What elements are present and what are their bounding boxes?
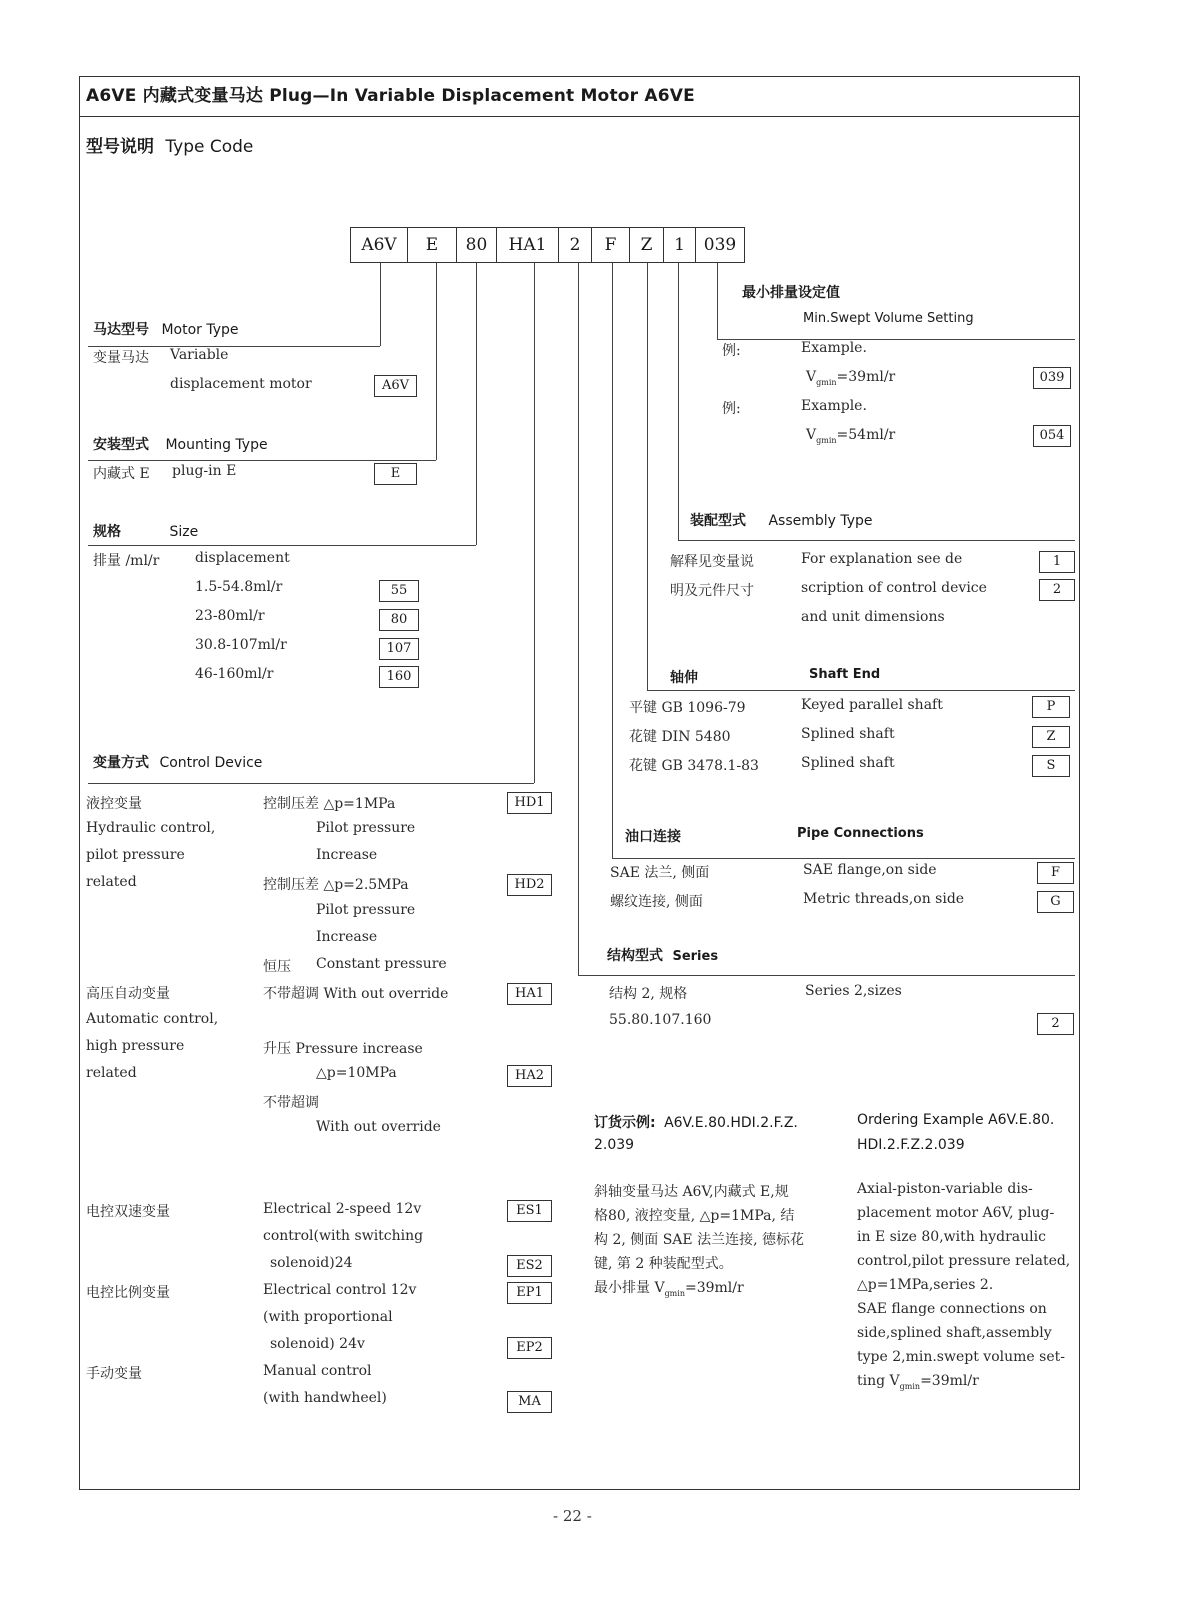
order-en-p7: side,splined shaft,assembly xyxy=(857,1325,1052,1341)
series-row2: 55.80.107.160 xyxy=(609,1012,712,1028)
assembly-en: Assembly Type xyxy=(768,513,873,529)
code-box-80: 80 xyxy=(379,609,419,631)
ha2-line-d: With out override xyxy=(316,1119,441,1135)
code-box-ma: MA xyxy=(507,1391,552,1413)
code-box-107: 107 xyxy=(379,638,419,660)
es-line-a: Electrical 2-speed 12v xyxy=(263,1201,422,1217)
pipe-line xyxy=(612,858,1075,859)
mounting-en: Mounting Type xyxy=(165,437,268,453)
size-range: 23-80ml/r xyxy=(195,608,265,624)
v-value-2: =54ml/r xyxy=(836,427,896,443)
min-swept-value-1 xyxy=(806,369,895,387)
motor-type-row-cn: 变量马达 xyxy=(93,350,149,366)
code-cell-min-swept: 039 xyxy=(695,227,745,263)
order-en-p1: Axial-piston-variable dis- xyxy=(857,1181,1033,1197)
header-divider xyxy=(79,116,1080,117)
shaft-row-cn: 平键 GB 1096-79 xyxy=(629,700,746,716)
code-cell-mounting: E xyxy=(407,227,457,263)
ha2-line-b: △p=10MPa xyxy=(316,1065,397,1081)
pipe-row-en: SAE flange,on side xyxy=(803,862,937,878)
type-code-en: Type Code xyxy=(165,137,254,157)
order-en-p5: △p=1MPa,series 2. xyxy=(857,1277,994,1293)
code-box-2: 2 xyxy=(1039,579,1075,601)
hd1-line-a: 控制压差 △p=1MPa xyxy=(263,796,396,812)
v-value-1: =39ml/r xyxy=(836,369,896,385)
shaft-row-cn: 花键 DIN 5480 xyxy=(629,729,731,745)
constant-en: Constant pressure xyxy=(316,956,447,972)
code-box-054: 054 xyxy=(1033,425,1071,447)
leader-pipe xyxy=(612,263,613,858)
order-en-p2: placement motor A6V, plug- xyxy=(857,1205,1055,1221)
order-en-p9-tail: =39ml/r xyxy=(920,1373,979,1389)
assembly-l1-en: For explanation see de xyxy=(801,551,963,567)
order-cn-p2: 格80, 液控变量, △p=1MPa, 结 xyxy=(594,1208,795,1224)
code-box-ep2: EP2 xyxy=(507,1337,552,1359)
order-cn-p3: 构 2, 侧面 SAE 法兰连接, 德标花 xyxy=(594,1232,804,1248)
motor-type-heading xyxy=(93,319,239,339)
order-en-title-l1: Ordering Example A6V.E.80. xyxy=(857,1112,1055,1128)
size-heading xyxy=(93,521,198,541)
order-en-p9 xyxy=(857,1373,979,1391)
code-cell-size: 80 xyxy=(456,227,497,263)
series-row-en: Series 2,sizes xyxy=(805,983,902,999)
code-box-z: Z xyxy=(1032,726,1070,748)
order-cn-title-l2: 2.039 xyxy=(594,1137,635,1153)
shaft-row-en: Keyed parallel shaft xyxy=(801,697,943,713)
code-box-ha1: HA1 xyxy=(507,983,552,1005)
motor-type-row-en2: displacement motor xyxy=(170,376,312,392)
order-cn-p1: 斜轴变量马达 A6V,内藏式 E,规 xyxy=(594,1184,789,1200)
hydraulic-l1: 液控变量 xyxy=(86,796,142,812)
leader-mounting xyxy=(436,263,437,460)
page-number: - 22 - xyxy=(553,1507,592,1525)
assembly-heading xyxy=(690,510,873,530)
type-code-cn: 型号说明 xyxy=(86,137,154,157)
page-title: A6VE 内藏式变量马达 Plug—In Variable Displacement Motor A6VE xyxy=(86,86,695,106)
v-symbol: V xyxy=(806,369,817,385)
assembly-l2-cn: 明及元件尺寸 xyxy=(670,583,754,599)
min-swept-ex-cn-1: 例: xyxy=(722,343,741,359)
assembly-l1-cn: 解释见变量说 xyxy=(670,554,754,570)
code-cell-shaft: Z xyxy=(629,227,664,263)
control-line xyxy=(88,783,534,784)
hd2-line-c: Increase xyxy=(316,929,378,945)
ma-line-b: (with handwheel) xyxy=(263,1390,387,1406)
size-en: Size xyxy=(169,524,199,540)
v-subscript: gmin xyxy=(816,435,837,445)
code-box-es1: ES1 xyxy=(507,1200,552,1222)
v-symbol: V xyxy=(806,427,817,443)
size-range: 30.8-107ml/r xyxy=(195,637,287,653)
mounting-heading xyxy=(93,434,268,454)
size-range: 46-160ml/r xyxy=(195,666,274,682)
pipe-row-en: Metric threads,on side xyxy=(803,891,965,907)
code-box-series-2: 2 xyxy=(1037,1013,1074,1035)
hydraulic-l2: Hydraulic control, xyxy=(86,820,216,836)
order-en-p8: type 2,min.swept volume set- xyxy=(857,1349,1065,1365)
mounting-cn: 安装型式 xyxy=(93,437,149,453)
size-line xyxy=(88,545,476,546)
control-cn: 变量方式 xyxy=(93,755,149,771)
size-row-en: displacement xyxy=(195,550,290,566)
code-box-a6v: A6V xyxy=(374,375,417,397)
ha2-line-c: 不带超调 xyxy=(263,1095,319,1111)
code-box-hd2: HD2 xyxy=(507,874,552,896)
motor-type-cn: 马达型号 xyxy=(93,322,149,338)
control-en: Control Device xyxy=(159,755,263,771)
code-box-hd1: HD1 xyxy=(507,792,552,814)
assembly-l3-en: and unit dimensions xyxy=(801,609,945,625)
v-subscript: gmin xyxy=(664,1288,685,1298)
min-swept-ex-en-2: Example. xyxy=(801,398,867,414)
assembly-l2-en: scription of control device xyxy=(801,580,987,596)
es-line-b: control(with switching xyxy=(263,1228,424,1244)
code-box-160: 160 xyxy=(379,666,419,688)
es-cn: 电控双速变量 xyxy=(86,1204,170,1220)
code-box-039: 039 xyxy=(1033,367,1071,389)
automatic-l4: related xyxy=(86,1065,137,1081)
leader-size xyxy=(476,263,477,545)
size-row-cn: 排量 /ml/r xyxy=(93,553,160,569)
motor-type-row-en1: Variable xyxy=(170,347,229,363)
code-box-1: 1 xyxy=(1039,551,1075,573)
order-cn-title-cn: 订货示例: xyxy=(594,1115,656,1131)
control-heading xyxy=(93,752,262,772)
order-cn-p5 xyxy=(594,1277,744,1298)
ep-line-b: (with proportional xyxy=(263,1309,393,1325)
constant-cn: 恒压 xyxy=(263,959,291,975)
motor-type-en: Motor Type xyxy=(161,322,239,338)
mounting-row-cn: 内藏式 E xyxy=(93,466,150,482)
shaft-row-en: Splined shaft xyxy=(801,755,895,771)
code-cell-motor: A6V xyxy=(350,227,408,263)
order-en-title-l2: HDI.2.F.Z.2.039 xyxy=(857,1137,965,1153)
automatic-l1: 高压自动变量 xyxy=(86,986,170,1002)
hd1-line-b: Pilot pressure xyxy=(316,820,416,836)
order-cn-title xyxy=(594,1112,798,1132)
ep-line-a: Electrical control 12v xyxy=(263,1282,417,1298)
code-box-es2: ES2 xyxy=(507,1255,552,1277)
pipe-cn: 油口连接 xyxy=(625,829,681,845)
code-cell-control: HA1 xyxy=(496,227,559,263)
min-swept-value-2 xyxy=(806,427,895,445)
hd2-line-b: Pilot pressure xyxy=(316,902,416,918)
shaft-en: Shaft End xyxy=(809,667,881,682)
v-subscript: gmin xyxy=(899,1381,921,1391)
mounting-row-en: plug-in E xyxy=(172,463,237,479)
order-cn-p5-tail: =39ml/r xyxy=(684,1280,744,1296)
series-en: Series xyxy=(672,949,719,964)
series-heading xyxy=(607,945,718,965)
ep-cn: 电控比例变量 xyxy=(86,1285,170,1301)
size-range: 1.5-54.8ml/r xyxy=(195,579,283,595)
min-swept-ex-cn-2: 例: xyxy=(722,401,741,417)
shaft-row-en: Splined shaft xyxy=(801,726,895,742)
code-box-s: S xyxy=(1032,755,1070,777)
min-swept-en: Min.Swept Volume Setting xyxy=(803,311,974,326)
leader-min-swept xyxy=(717,263,718,339)
leader-control xyxy=(534,263,535,783)
ha2-line-a: 升压 Pressure increase xyxy=(263,1041,423,1057)
shaft-cn: 轴伸 xyxy=(670,670,698,686)
v-subscript: gmin xyxy=(816,377,837,387)
hydraulic-l4: related xyxy=(86,874,137,890)
code-box-ha2: HA2 xyxy=(507,1065,552,1087)
min-swept-ex-en-1: Example. xyxy=(801,340,867,356)
shaft-line xyxy=(647,690,1075,691)
order-en-p6: SAE flange connections on xyxy=(857,1301,1047,1317)
assembly-line xyxy=(678,540,1075,541)
mounting-line xyxy=(88,460,436,461)
ha1-line: 不带超调 With out override xyxy=(263,986,449,1002)
leader-motor xyxy=(380,263,381,346)
order-cn-p4: 键, 第 2 种装配型式。 xyxy=(594,1256,733,1272)
code-cell-series: 2 xyxy=(558,227,592,263)
code-box-g: G xyxy=(1037,891,1074,913)
code-box-p: P xyxy=(1032,696,1070,718)
type-code-heading xyxy=(86,132,253,157)
leader-series xyxy=(578,263,579,975)
ep-line-c: solenoid) 24v xyxy=(270,1336,365,1352)
code-box-f: F xyxy=(1037,862,1074,884)
series-cn: 结构型式 xyxy=(607,948,663,964)
order-en-p4: control,pilot pressure related, xyxy=(857,1253,1071,1269)
code-box-ep1: EP1 xyxy=(507,1282,552,1304)
min-swept-cn: 最小排量设定值 xyxy=(742,285,840,301)
pipe-en: Pipe Connections xyxy=(797,826,924,841)
code-cell-assembly: 1 xyxy=(663,227,696,263)
pipe-row-cn: 螺纹连接, 侧面 xyxy=(610,894,703,910)
pipe-row-cn: SAE 法兰, 侧面 xyxy=(610,865,710,881)
order-en-p3: in E size 80,with hydraulic xyxy=(857,1229,1046,1245)
order-cn-p5-text: 最小排量 V xyxy=(594,1280,665,1296)
ma-cn: 手动变量 xyxy=(86,1366,142,1382)
order-cn-title-en: A6V.E.80.HDI.2.F.Z. xyxy=(664,1115,798,1131)
automatic-l3: high pressure xyxy=(86,1038,185,1054)
ma-line-a: Manual control xyxy=(263,1363,372,1379)
shaft-row-cn: 花键 GB 3478.1-83 xyxy=(629,758,759,774)
hd2-line-a: 控制压差 △p=2.5MPa xyxy=(263,877,409,893)
leader-assembly xyxy=(678,263,679,540)
code-box-e: E xyxy=(374,463,417,485)
hydraulic-l3: pilot pressure xyxy=(86,847,185,863)
code-cell-pipe: F xyxy=(591,227,630,263)
leader-shaft xyxy=(647,263,648,690)
code-box-55: 55 xyxy=(379,580,419,602)
min-swept-line xyxy=(717,339,1075,340)
automatic-l2: Automatic control, xyxy=(86,1011,219,1027)
hd1-line-c: Increase xyxy=(316,847,378,863)
series-row-cn: 结构 2, 规格 xyxy=(609,986,688,1002)
order-en-p9-text: ting V xyxy=(857,1373,900,1389)
assembly-cn: 装配型式 xyxy=(690,513,746,529)
series-line xyxy=(578,975,1075,976)
size-cn: 规格 xyxy=(93,524,121,540)
es-line-c: solenoid)24 xyxy=(270,1255,353,1271)
